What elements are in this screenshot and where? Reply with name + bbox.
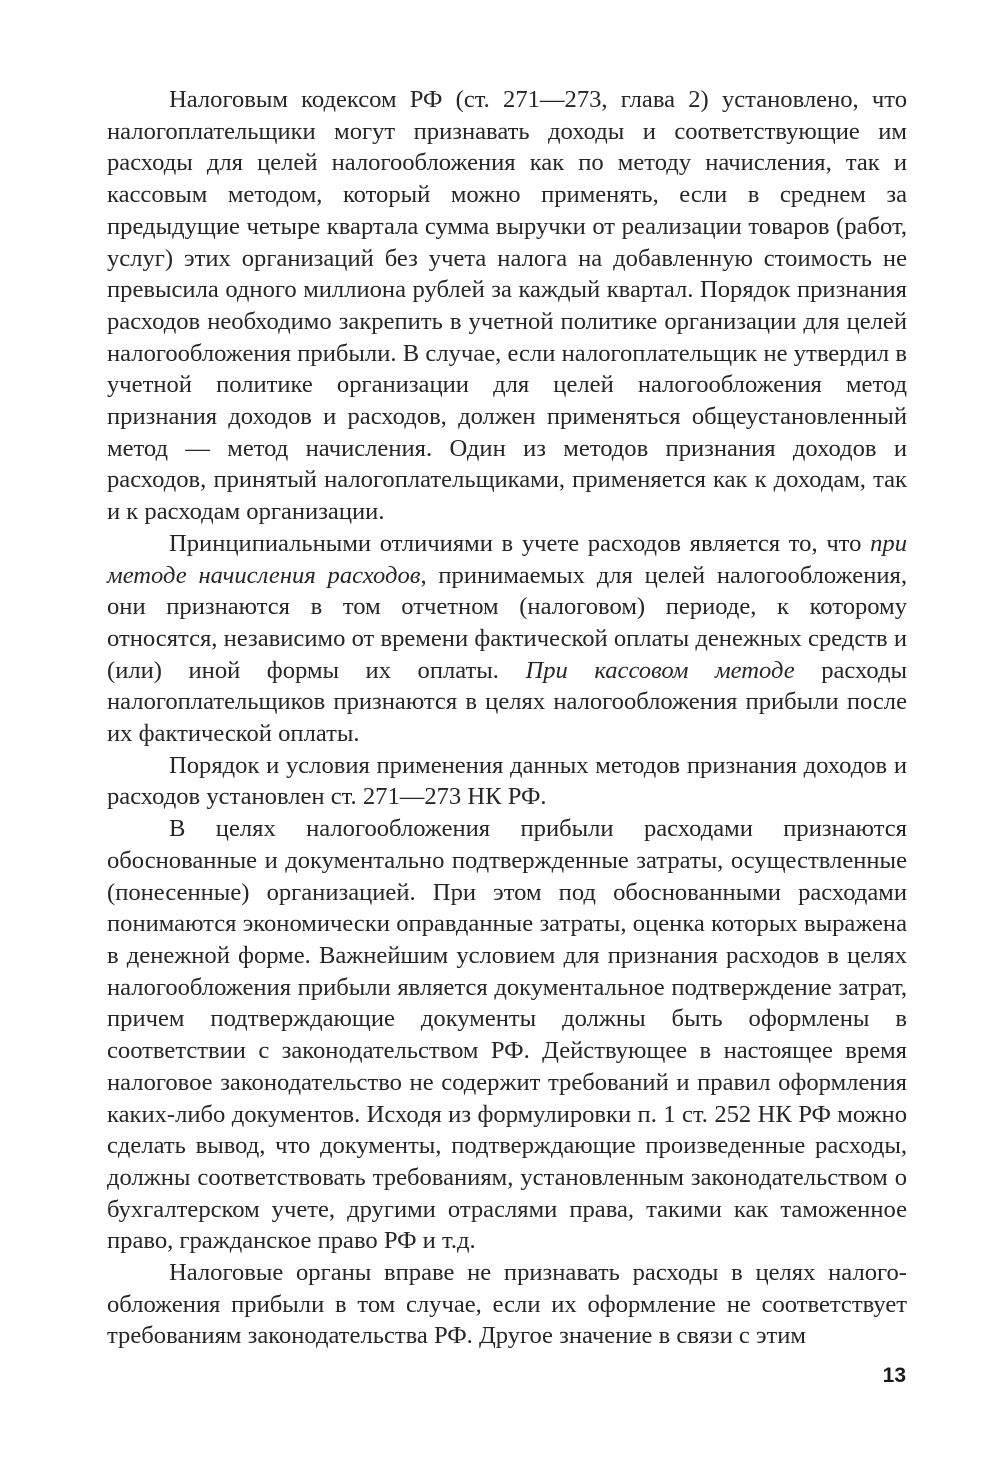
- paragraph-2-text-1: Принципиальными отличиями в учете расходов является то, что: [169, 529, 871, 557]
- paragraph-5: Налоговые органы вправе не признавать расходы в целях налогообложения прибыли в том случае, если их оформление не соответствует требованиям законодательства РФ. Другое значение в связи с этим: [107, 1259, 907, 1350]
- paragraph-2: [107, 528, 907, 750]
- paragraph-2-text-2: , принимаемых для целей налогообложения, они признаются в том отчетном (налоговом) периоде, к которому относятся, независимо от времени фактической оплаты денежных средств и (или) иной формы их оплаты.: [107, 561, 907, 684]
- paragraph-2-text-3: расходы налогоплательщиков признаются в целях налогообложения прибыли после их фактической оплаты.: [107, 656, 907, 748]
- page-number: 13: [882, 1364, 906, 1387]
- paragraph-4: В целях налогообложения прибыли расходами признаются обоснованные и документально подтвержденные затраты, осуществленные (понесенные) организацией. При этом под обоснованными расходами понимаются экономически оправданные затраты, оценка которых выражена в денежной форме. Важнейшим условием для признания расходов в целях налогообложения прибыли является документальное подтверждение затрат, причем подтверждающие документы должны быть оформлены в соответствии с законодательством РФ. Действующее в настоящее время налоговое законодательство не содержит требований и правил оформления каких-либо документов. Исходя из формулировки п. 1 ст. 252 НК РФ можно сделать вывод, что документы, подтверждающие произведенные расходы, должны соответствовать требованиям, установленным законодательством о бухгалтерском учете, другими отраслями права, такими как таможенное право, гражданское право РФ и т.д.: [107, 815, 907, 1255]
- italic-accrual-method: при методе начисления расходов: [107, 529, 907, 589]
- paragraph-1: Налоговым кодексом РФ (ст. 271—273, глава 2) установлено, что налогоплательщики могут признавать доходы и соответствующие им расходы для целей налогообложения как по методу начисления, так и кассовым методом, который можно применять, если в среднем за предыдущие четыре квартала сумма выручки от реализации товаров (работ, услуг) этих организаций без учета налога на добавленную стоимость не превысила одного миллиона рублей за каждый квартал. Порядок признания расходов необходимо закрепить в учетной политике организации для целей налогообложения прибыли. В случае, если налогоплательщик не утвердил в учетной политике организации для целей налогообложения метод признания доходов и расходов, должен применяться общеустановленный метод — метод начисления. Один из методов признания доходов и расходов, принятый налогоплательщиками, применяется как к доходам, так и к расходам организации.: [107, 86, 907, 526]
- body-text: [107, 84, 907, 1352]
- paragraph-3: Порядок и условия применения данных методов признания доходов и расходов установлен ст. 271—273 НК РФ.: [107, 751, 907, 811]
- italic-cash-method: При кассовом методе: [525, 656, 795, 684]
